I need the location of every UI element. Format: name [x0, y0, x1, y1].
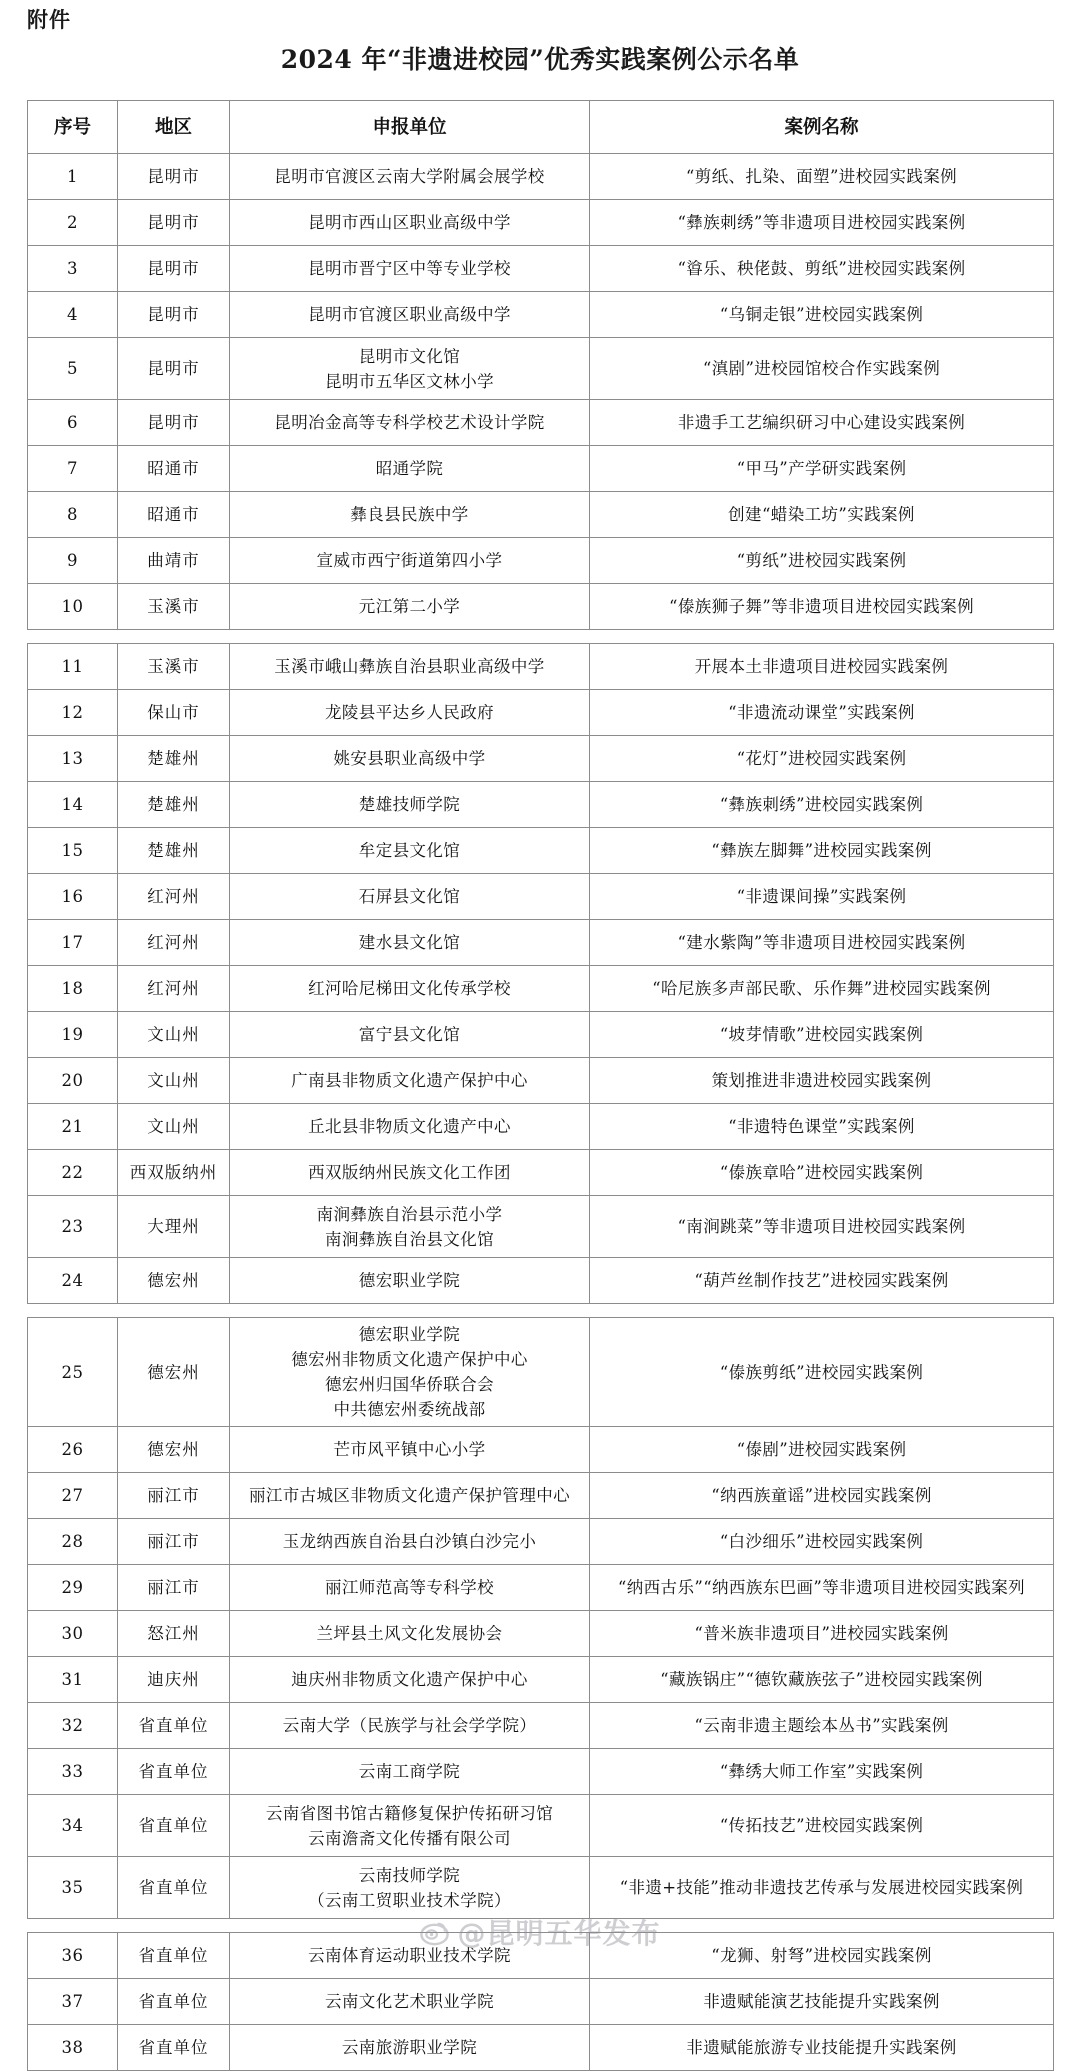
cell-serial-number: 28	[28, 1519, 118, 1565]
cell-serial-number: 11	[28, 644, 118, 690]
cell-case-name: “㽏乐、秧佬鼓、剪纸”进校园实践案例	[590, 246, 1054, 292]
cell-serial-number: 6	[28, 400, 118, 446]
cell-region: 楚雄州	[118, 782, 230, 828]
cell-serial-number: 24	[28, 1258, 118, 1304]
table-row	[28, 1427, 1054, 1473]
table-row	[28, 492, 1054, 538]
declaring-unit-line: 楚雄技师学院	[358, 795, 461, 814]
cell-case-name: 非遗赋能演艺技能提升实践案例	[590, 1979, 1054, 2025]
cell-region: 省直单位	[118, 1795, 230, 1857]
declaring-unit-line: 云南省图书馆古籍修复保护传拓研习馆	[265, 1803, 554, 1823]
cell-serial-number: 27	[28, 1473, 118, 1519]
cell-serial-number: 5	[28, 338, 118, 400]
cell-case-name: “非遗特色课堂”实践案例	[590, 1104, 1054, 1150]
cell-region: 红河州	[118, 966, 230, 1012]
cell-region: 大理州	[118, 1196, 230, 1258]
cell-case-name: “普米族非遗项目”进校园实践案例	[590, 1611, 1054, 1657]
table-row	[28, 1473, 1054, 1519]
cell-declaring-unit	[230, 338, 590, 400]
cell-serial-number: 13	[28, 736, 118, 782]
cell-region: 昭通市	[118, 492, 230, 538]
cell-declaring-unit	[230, 782, 590, 828]
declaring-unit-line: 芒市风平镇中心小学	[333, 1440, 486, 1459]
cell-case-name: “乌铜走银”进校园实践案例	[590, 292, 1054, 338]
table-row	[28, 644, 1054, 690]
declaring-unit-line: 德宏职业学院	[358, 1325, 461, 1344]
declaring-unit-line: 南涧彝族自治县文化馆	[325, 1229, 494, 1249]
cell-serial-number: 37	[28, 1979, 118, 2025]
cell-case-name: “彝族刺绣”进校园实践案例	[590, 782, 1054, 828]
cell-serial-number: 15	[28, 828, 118, 874]
cell-region: 昆明市	[118, 246, 230, 292]
cell-serial-number: 1	[28, 154, 118, 200]
cell-region: 昆明市	[118, 200, 230, 246]
cell-region: 文山州	[118, 1058, 230, 1104]
table-row	[28, 1795, 1054, 1857]
cell-case-name: “滇剧”进校园馆校合作实践案例	[590, 338, 1054, 400]
cell-region: 昆明市	[118, 400, 230, 446]
page-break-gap	[28, 630, 1054, 644]
declaring-unit-line: 云南澹斋文化传播有限公司	[308, 1828, 511, 1848]
cell-case-name: “剪纸”进校园实践案例	[590, 538, 1054, 584]
cell-region: 玉溪市	[118, 644, 230, 690]
declaring-unit-line: 玉溪市峨山彝族自治县职业高级中学	[274, 657, 545, 676]
cell-case-name: “建水紫陶”等非遗项目进校园实践案例	[590, 920, 1054, 966]
cell-region: 西双版纳州	[118, 1150, 230, 1196]
cell-serial-number: 2	[28, 200, 118, 246]
cell-serial-number: 18	[28, 966, 118, 1012]
table-row	[28, 2025, 1054, 2071]
declaring-unit-line: 云南大学（民族学与社会学学院）	[282, 1716, 537, 1735]
cell-declaring-unit	[230, 1318, 590, 1427]
cell-declaring-unit	[230, 1427, 590, 1473]
declaring-unit-line: 昆明冶金高等专科学校艺术设计学院	[274, 413, 545, 432]
declaring-unit-line: 云南旅游职业学院	[341, 2038, 478, 2057]
cell-case-name: “彝绣大师工作室”实践案例	[590, 1749, 1054, 1795]
table-body	[28, 154, 1054, 2071]
table-row	[28, 1657, 1054, 1703]
cell-serial-number: 29	[28, 1565, 118, 1611]
declaring-unit-line: 德宏州非物质文化遗产保护中心	[291, 1350, 528, 1369]
cell-serial-number: 21	[28, 1104, 118, 1150]
table-row	[28, 1196, 1054, 1258]
cell-region: 保山市	[118, 690, 230, 736]
cell-declaring-unit	[230, 1196, 590, 1258]
cell-case-name: “哈尼族多声部民歌、乐作舞”进校园实践案例	[590, 966, 1054, 1012]
declaring-unit-line: 昆明市晋宁区中等专业学校	[308, 259, 511, 278]
table-row	[28, 1749, 1054, 1795]
declaring-unit-line: 西双版纳州民族文化工作团	[308, 1163, 511, 1182]
table-row	[28, 400, 1054, 446]
cell-declaring-unit	[230, 1749, 590, 1795]
cell-declaring-unit	[230, 2025, 590, 2071]
table-row	[28, 1150, 1054, 1196]
cell-case-name: “傣剧”进校园实践案例	[590, 1427, 1054, 1473]
declaring-unit-line: 龙陵县平达乡人民政府	[325, 703, 494, 722]
cell-region: 文山州	[118, 1012, 230, 1058]
declaring-unit-line: 云南体育运动职业技术学院	[308, 1946, 511, 1965]
declaring-unit-line: 昆明市官渡区云南大学附属会展学校	[274, 167, 545, 186]
cell-region: 文山州	[118, 1104, 230, 1150]
cell-region: 省直单位	[118, 1749, 230, 1795]
listing-table-container	[27, 100, 1053, 2071]
cell-region: 楚雄州	[118, 828, 230, 874]
table-row	[28, 1703, 1054, 1749]
table-row	[28, 966, 1054, 1012]
cell-case-name: “甲马”产学研实践案例	[590, 446, 1054, 492]
cell-serial-number: 4	[28, 292, 118, 338]
declaring-unit-line: 牟定县文化馆	[358, 841, 461, 860]
table-row	[28, 736, 1054, 782]
table-row	[28, 1565, 1054, 1611]
table-row	[28, 1012, 1054, 1058]
table-row	[28, 1058, 1054, 1104]
column-header-area: 地区	[118, 101, 230, 154]
cell-declaring-unit	[230, 492, 590, 538]
cell-case-name: 策划推进非遗进校园实践案例	[590, 1058, 1054, 1104]
column-header-unit: 申报单位	[230, 101, 590, 154]
cell-region: 迪庆州	[118, 1657, 230, 1703]
cell-region: 红河州	[118, 920, 230, 966]
declaring-unit-line: 南涧彝族自治县示范小学	[316, 1204, 503, 1224]
cell-declaring-unit	[230, 1473, 590, 1519]
cell-declaring-unit	[230, 400, 590, 446]
cell-serial-number: 36	[28, 1933, 118, 1979]
cell-case-name: “坡芽情歌”进校园实践案例	[590, 1012, 1054, 1058]
declaring-unit-line: 丘北县非物质文化遗产中心	[308, 1117, 511, 1136]
cell-region: 红河州	[118, 874, 230, 920]
table-row	[28, 874, 1054, 920]
declaring-unit-line: 红河哈尼梯田文化传承学校	[308, 979, 511, 998]
cell-region: 丽江市	[118, 1565, 230, 1611]
cell-case-name: “傣族狮子舞”等非遗项目进校园实践案例	[590, 584, 1054, 630]
cell-serial-number: 12	[28, 690, 118, 736]
table-row	[28, 828, 1054, 874]
cell-declaring-unit	[230, 1150, 590, 1196]
declaring-unit-line: 富宁县文化馆	[358, 1025, 461, 1044]
cell-serial-number: 7	[28, 446, 118, 492]
table-row	[28, 690, 1054, 736]
cell-region: 省直单位	[118, 1857, 230, 1919]
cell-serial-number: 16	[28, 874, 118, 920]
cell-serial-number: 17	[28, 920, 118, 966]
cell-declaring-unit	[230, 200, 590, 246]
declaring-unit-line: 昆明市五华区文林小学	[325, 371, 494, 391]
cell-region: 楚雄州	[118, 736, 230, 782]
cell-declaring-unit	[230, 446, 590, 492]
cell-case-name: “花灯”进校园实践案例	[590, 736, 1054, 782]
cell-region: 昭通市	[118, 446, 230, 492]
cell-region: 省直单位	[118, 2025, 230, 2071]
cell-declaring-unit	[230, 1933, 590, 1979]
cell-declaring-unit	[230, 1519, 590, 1565]
table-row	[28, 782, 1054, 828]
cell-serial-number: 14	[28, 782, 118, 828]
declaring-unit-line: 姚安县职业高级中学	[333, 749, 486, 768]
cell-declaring-unit	[230, 1012, 590, 1058]
declaring-unit-line: 建水县文化馆	[358, 933, 461, 952]
table-row	[28, 920, 1054, 966]
column-header-case: 案例名称	[590, 101, 1054, 154]
cell-declaring-unit	[230, 584, 590, 630]
table-header	[28, 101, 1054, 154]
cell-serial-number: 34	[28, 1795, 118, 1857]
cell-region: 昆明市	[118, 292, 230, 338]
cell-case-name: “南涧跳菜”等非遗项目进校园实践案例	[590, 1196, 1054, 1258]
cell-region: 玉溪市	[118, 584, 230, 630]
cell-serial-number: 19	[28, 1012, 118, 1058]
page-break-gap	[28, 1919, 1054, 1933]
page-break-gap	[28, 1304, 1054, 1318]
cell-declaring-unit	[230, 1104, 590, 1150]
cell-region: 德宏州	[118, 1427, 230, 1473]
cell-serial-number: 32	[28, 1703, 118, 1749]
cell-declaring-unit	[230, 828, 590, 874]
cell-serial-number: 23	[28, 1196, 118, 1258]
table-row	[28, 200, 1054, 246]
declaring-unit-line: 广南县非物质文化遗产保护中心	[291, 1071, 528, 1090]
cell-serial-number: 35	[28, 1857, 118, 1919]
cell-serial-number: 9	[28, 538, 118, 584]
declaring-unit-line: 德宏州归国华侨联合会	[325, 1375, 494, 1394]
cell-region: 省直单位	[118, 1933, 230, 1979]
cell-declaring-unit	[230, 1258, 590, 1304]
cell-case-name: 非遗赋能旅游专业技能提升实践案例	[590, 2025, 1054, 2071]
table-row	[28, 1318, 1054, 1427]
cell-region: 德宏州	[118, 1258, 230, 1304]
cell-serial-number: 22	[28, 1150, 118, 1196]
cell-case-name: “白沙细乐”进校园实践案例	[590, 1519, 1054, 1565]
declaring-unit-line: 云南工商学院	[358, 1762, 461, 1781]
cell-declaring-unit	[230, 246, 590, 292]
cell-serial-number: 38	[28, 2025, 118, 2071]
cell-case-name: “傣族章哈”进校园实践案例	[590, 1150, 1054, 1196]
declaring-unit-line: 云南文化艺术职业学院	[325, 1992, 494, 2011]
cell-declaring-unit	[230, 644, 590, 690]
declaring-unit-line: 宣威市西宁街道第四小学	[316, 551, 503, 570]
cell-region: 丽江市	[118, 1473, 230, 1519]
table-row	[28, 246, 1054, 292]
cell-serial-number: 26	[28, 1427, 118, 1473]
table-row	[28, 338, 1054, 400]
cell-case-name: “传拓技艺”进校园实践案例	[590, 1795, 1054, 1857]
table-row	[28, 1519, 1054, 1565]
table-header-row	[28, 101, 1054, 154]
cell-case-name: “剪纸、扎染、面塑”进校园实践案例	[590, 154, 1054, 200]
declaring-unit-line: 昆明市西山区职业高级中学	[308, 213, 511, 232]
cell-serial-number: 30	[28, 1611, 118, 1657]
table-row	[28, 1104, 1054, 1150]
cell-declaring-unit	[230, 1857, 590, 1919]
declaring-unit-line: 丽江市古城区非物质文化遗产保护管理中心	[248, 1486, 571, 1505]
column-header-no: 序号	[28, 101, 118, 154]
cell-region: 省直单位	[118, 1703, 230, 1749]
table-row	[28, 1857, 1054, 1919]
declaring-unit-line: 丽江师范高等专科学校	[325, 1578, 494, 1597]
cell-case-name: “纳西族童谣”进校园实践案例	[590, 1473, 1054, 1519]
declaring-unit-line: 元江第二小学	[358, 597, 461, 616]
declaring-unit-line: 兰坪县土风文化发展协会	[316, 1624, 503, 1643]
table-row	[28, 292, 1054, 338]
table-row	[28, 1933, 1054, 1979]
declaring-unit-line: 石屏县文化馆	[358, 887, 461, 906]
cell-case-name: “彝族刺绣”等非遗项目进校园实践案例	[590, 200, 1054, 246]
cell-declaring-unit	[230, 1979, 590, 2025]
cell-declaring-unit	[230, 1058, 590, 1104]
declaring-unit-line: 德宏职业学院	[358, 1271, 461, 1290]
cell-serial-number: 10	[28, 584, 118, 630]
cell-declaring-unit	[230, 1611, 590, 1657]
cell-declaring-unit	[230, 736, 590, 782]
cell-region: 丽江市	[118, 1519, 230, 1565]
cell-region: 德宏州	[118, 1318, 230, 1427]
page-break-spacer	[28, 1304, 1054, 1318]
cell-declaring-unit	[230, 1565, 590, 1611]
cell-case-name: “纳西古乐”“纳西族东巴画”等非遗项目进校园实践案列	[590, 1565, 1054, 1611]
listing-table	[27, 100, 1054, 2071]
page-break-spacer	[28, 1919, 1054, 1933]
cell-serial-number: 20	[28, 1058, 118, 1104]
declaring-unit-line: 昭通学院	[375, 459, 444, 478]
cell-declaring-unit	[230, 1657, 590, 1703]
cell-declaring-unit	[230, 538, 590, 584]
cell-case-name: “云南非遗主题绘本丛书”实践案例	[590, 1703, 1054, 1749]
page-title: 2024 年“非遗进校园”优秀实践案例公示名单	[280, 45, 800, 74]
cell-region: 曲靖市	[118, 538, 230, 584]
declaring-unit-line: 迪庆州非物质文化遗产保护中心	[291, 1670, 528, 1689]
declaring-unit-line: 云南技师学院	[358, 1865, 461, 1885]
cell-region: 昆明市	[118, 338, 230, 400]
table-row	[28, 1611, 1054, 1657]
table-row	[28, 1979, 1054, 2025]
cell-serial-number: 31	[28, 1657, 118, 1703]
cell-case-name: 开展本土非遗项目进校园实践案例	[590, 644, 1054, 690]
cell-serial-number: 25	[28, 1318, 118, 1427]
cell-declaring-unit	[230, 966, 590, 1012]
cell-declaring-unit	[230, 920, 590, 966]
declaring-unit-line: （云南工贸职业技术学院）	[308, 1890, 511, 1910]
cell-case-name: 创建“蜡染工坊”实践案例	[590, 492, 1054, 538]
cell-case-name: “葫芦丝制作技艺”进校园实践案例	[590, 1258, 1054, 1304]
page-break-spacer	[28, 630, 1054, 644]
cell-case-name: “非遗课间操”实践案例	[590, 874, 1054, 920]
cell-serial-number: 8	[28, 492, 118, 538]
attachment-label: 附件	[27, 7, 71, 32]
table-row	[28, 1258, 1054, 1304]
cell-case-name: “藏族锅庄”“德钦藏族弦子”进校园实践案例	[590, 1657, 1054, 1703]
cell-case-name: “非遗+技能”推动非遗技艺传承与发展进校园实践案例	[590, 1857, 1054, 1919]
cell-declaring-unit	[230, 1703, 590, 1749]
cell-region: 省直单位	[118, 1979, 230, 2025]
declaring-unit-line: 中共德宏州委统战部	[333, 1400, 486, 1419]
cell-case-name: “傣族剪纸”进校园实践案例	[590, 1318, 1054, 1427]
watermark-text: @昆明五华发布	[457, 1917, 661, 1950]
cell-case-name: “龙狮、射弩”进校园实践案例	[590, 1933, 1054, 1979]
cell-declaring-unit	[230, 1795, 590, 1857]
cell-region: 怒江州	[118, 1611, 230, 1657]
declaring-unit-line: 玉龙纳西族自治县白沙镇白沙完小	[282, 1532, 537, 1551]
cell-declaring-unit	[230, 292, 590, 338]
cell-serial-number: 33	[28, 1749, 118, 1795]
declaring-unit-line: 昆明市官渡区职业高级中学	[308, 305, 511, 324]
cell-region: 昆明市	[118, 154, 230, 200]
table-row	[28, 584, 1054, 630]
cell-declaring-unit	[230, 874, 590, 920]
cell-case-name: 非遗手工艺编织研习中心建设实践案例	[590, 400, 1054, 446]
declaring-unit-line: 昆明市文化馆	[358, 346, 461, 366]
table-row	[28, 154, 1054, 200]
cell-case-name: “彝族左脚舞”进校园实践案例	[590, 828, 1054, 874]
cell-serial-number: 3	[28, 246, 118, 292]
cell-case-name: “非遗流动课堂”实践案例	[590, 690, 1054, 736]
cell-declaring-unit	[230, 154, 590, 200]
declaring-unit-line: 彝良县民族中学	[350, 505, 469, 524]
cell-declaring-unit	[230, 690, 590, 736]
table-row	[28, 446, 1054, 492]
table-row	[28, 538, 1054, 584]
